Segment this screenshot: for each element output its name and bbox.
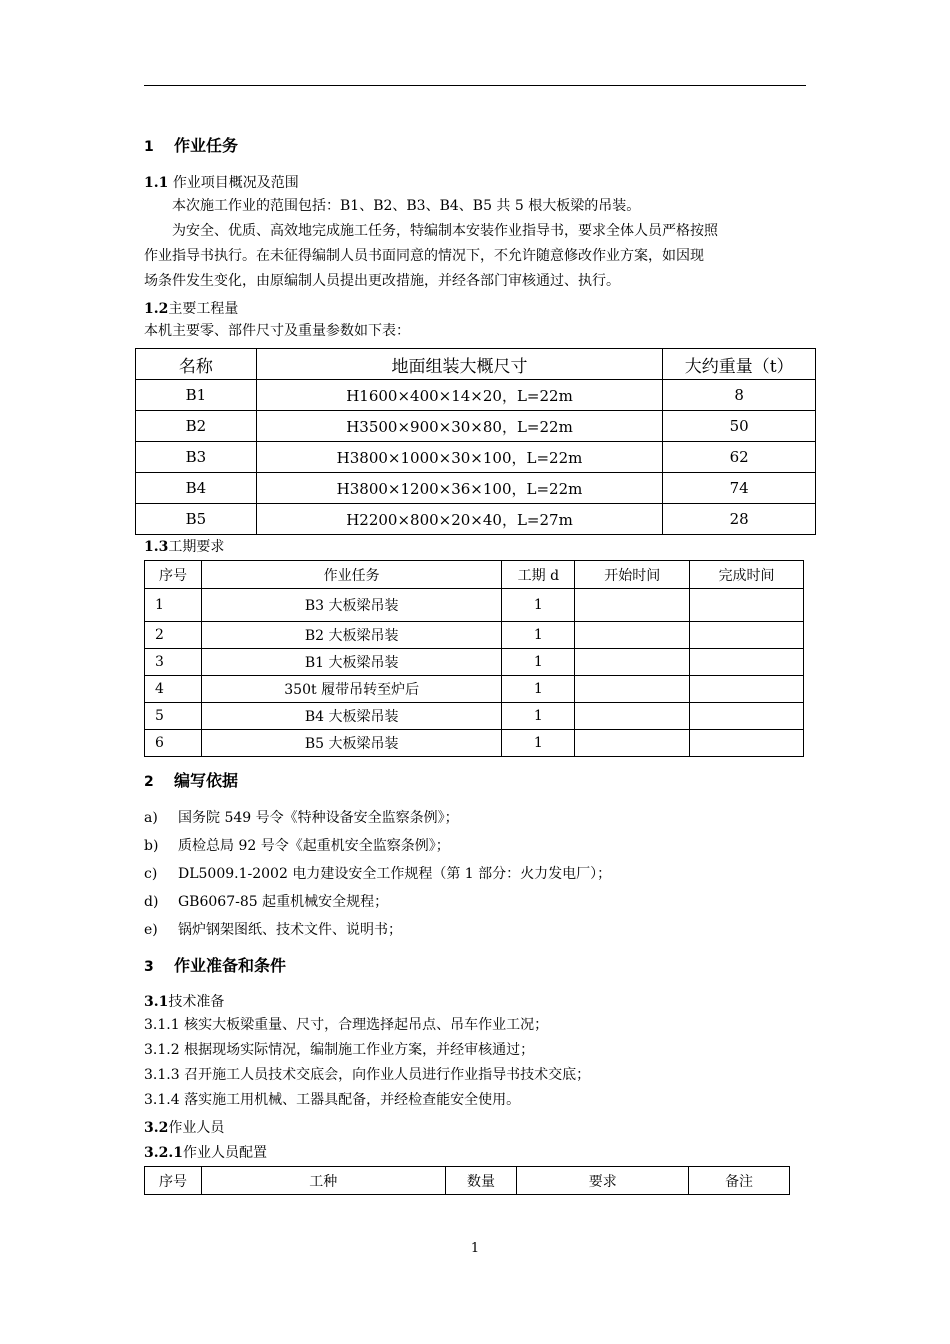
cell-duration: 1 [502, 589, 575, 622]
cell-index: 1 [145, 589, 202, 622]
section-title: 编写依据 [174, 771, 239, 790]
cell-task: B2 大板梁吊装 [201, 622, 502, 649]
subsection-title: 作业项目概况及范围 [172, 175, 299, 191]
subsection-number: 1.2 [144, 301, 169, 317]
header-cell: 作业任务 [201, 561, 502, 589]
cell-start [575, 676, 690, 703]
subsection-number: 1.3 [144, 539, 169, 555]
cell-weight: 8 [663, 380, 816, 411]
header-cell: 地面组装大概尺寸 [256, 349, 662, 380]
header-cell: 数量 [445, 1167, 517, 1195]
cell-index: 6 [145, 730, 202, 757]
cell-duration: 1 [502, 703, 575, 730]
cell-size: H2200×800×20×40，L=27m [256, 504, 662, 535]
reference-item [144, 863, 611, 883]
item-text: GB6067-85 起重机械安全规程； [178, 894, 389, 910]
header-cell: 备注 [689, 1167, 790, 1195]
table-row [136, 504, 816, 535]
cell-weight: 62 [663, 442, 816, 473]
subsection-number: 3.2.1 [144, 1145, 183, 1161]
cell-start [575, 730, 690, 757]
cell-end [690, 730, 804, 757]
item-key: b) [144, 838, 159, 854]
page-number: 1 [470, 1241, 480, 1256]
cell-size: H3500×900×30×80，L=22m [256, 411, 662, 442]
subsection-number: 1.1 [144, 175, 169, 191]
cell-end [690, 622, 804, 649]
reference-item [144, 835, 450, 855]
cell-end [690, 649, 804, 676]
table-row [136, 473, 816, 504]
header-cell: 工期 d [502, 561, 575, 589]
tech-item: 3.1.2 根据现场实际情况，编制施工作业方案，并经审核通过； [144, 1042, 535, 1058]
subsection-3-2-heading [144, 1117, 224, 1137]
table-row [136, 442, 816, 473]
table-header-row [145, 1167, 790, 1195]
cell-weight: 50 [663, 411, 816, 442]
section-number: 1 [144, 139, 154, 155]
cell-start [575, 703, 690, 730]
cell-name: B5 [136, 504, 257, 535]
cell-end [690, 676, 804, 703]
subsection-title: 作业人员 [168, 1120, 225, 1136]
subsection-title: 工期要求 [168, 539, 225, 555]
parts-table [135, 348, 816, 535]
staffing-table [144, 1166, 790, 1195]
section-title: 作业任务 [174, 136, 239, 155]
subsection-3-2-1-heading [144, 1142, 267, 1162]
cell-name: B2 [136, 411, 257, 442]
subsection-number: 3.2 [144, 1120, 169, 1136]
item-key: c) [144, 866, 158, 882]
header-cell: 要求 [517, 1167, 689, 1195]
table-row [145, 649, 804, 676]
subsection-1-2-heading [144, 298, 238, 318]
cell-end [690, 589, 804, 622]
header-cell: 名称 [136, 349, 257, 380]
table-header-row [136, 349, 816, 380]
cell-weight: 28 [663, 504, 816, 535]
cell-duration: 1 [502, 676, 575, 703]
subsection-1-1-heading [144, 172, 299, 192]
subsection-title: 作业人员配置 [182, 1145, 267, 1161]
cell-duration: 1 [502, 730, 575, 757]
cell-size: H3800×1000×30×100，L=22m [256, 442, 662, 473]
tech-item: 3.1.4 落实施工用机械、工器具配备，并经检查能安全使用。 [144, 1092, 521, 1108]
reference-item [144, 919, 402, 939]
header-cell: 完成时间 [690, 561, 804, 589]
paragraph-scope: 本次施工作业的范围包括：B1、B2、B3、B4、B5 共 5 根大板梁的吊装。 [172, 198, 641, 214]
header-cell: 序号 [145, 1167, 202, 1195]
item-text: DL5009.1-2002 电力建设安全工作规程（第 1 部分：火力发电厂）； [178, 866, 612, 882]
cell-name: B1 [136, 380, 257, 411]
table-row [145, 703, 804, 730]
table-row [145, 676, 804, 703]
table-intro: 本机主要零、部件尺寸及重量参数如下表： [144, 323, 410, 339]
table-header-row [145, 561, 804, 589]
cell-size: H3800×1200×36×100，L=22m [256, 473, 662, 504]
cell-index: 4 [145, 676, 202, 703]
cell-start [575, 649, 690, 676]
cell-index: 5 [145, 703, 202, 730]
subsection-title: 技术准备 [168, 994, 225, 1010]
schedule-table [144, 560, 804, 757]
header-cell: 大约重量（t） [663, 349, 816, 380]
table-row [145, 589, 804, 622]
item-text: 锅炉钢架图纸、技术文件、说明书； [178, 922, 402, 938]
section-1-heading [144, 133, 238, 156]
header-cell: 工种 [201, 1167, 445, 1195]
item-key: e) [144, 922, 158, 938]
subsection-1-3-heading [144, 536, 224, 556]
reference-item [144, 807, 459, 827]
cell-index: 3 [145, 649, 202, 676]
section-number: 3 [144, 959, 154, 975]
subsection-3-1-heading [144, 991, 224, 1011]
section-number: 2 [144, 774, 154, 790]
section-title: 作业准备和条件 [174, 956, 287, 975]
header-cell: 序号 [145, 561, 202, 589]
item-text: 质检总局 92 号令《起重机安全监察条例》； [178, 838, 450, 854]
paragraph-line: 场条件发生变化，由原编制人员提出更改措施，并经各部门审核通过、执行。 [144, 273, 620, 289]
subsection-number: 3.1 [144, 994, 169, 1010]
table-row [145, 622, 804, 649]
item-text: 国务院 549 号令《特种设备安全监察条例》； [178, 810, 459, 826]
paragraph-line: 为安全、优质、高效地完成施工任务，特编制本安装作业指导书，要求全体人员严格按照 [172, 223, 718, 239]
cell-task: B1 大板梁吊装 [201, 649, 502, 676]
cell-duration: 1 [502, 622, 575, 649]
cell-weight: 74 [663, 473, 816, 504]
table-row [136, 380, 816, 411]
section-2-heading [144, 768, 238, 791]
cell-task: 350t 履带吊转至炉后 [201, 676, 502, 703]
cell-task: B5 大板梁吊装 [201, 730, 502, 757]
header-cell: 开始时间 [575, 561, 690, 589]
cell-name: B3 [136, 442, 257, 473]
cell-name: B4 [136, 473, 257, 504]
cell-end [690, 703, 804, 730]
cell-size: H1600×400×14×20，L=22m [256, 380, 662, 411]
item-key: a) [144, 810, 158, 826]
tech-item: 3.1.3 召开施工人员技术交底会，向作业人员进行作业指导书技术交底； [144, 1067, 591, 1083]
reference-item [144, 891, 388, 911]
tech-item: 3.1.1 核实大板梁重量、尺寸，合理选择起吊点、吊车作业工况； [144, 1017, 549, 1033]
cell-index: 2 [145, 622, 202, 649]
cell-start [575, 589, 690, 622]
cell-task: B3 大板梁吊装 [201, 589, 502, 622]
cell-task: B4 大板梁吊装 [201, 703, 502, 730]
subsection-title: 主要工程量 [168, 301, 239, 317]
table-row [136, 411, 816, 442]
item-key: d) [144, 894, 159, 910]
cell-duration: 1 [502, 649, 575, 676]
section-3-heading [144, 953, 286, 976]
paragraph-line: 作业指导书执行。在未征得编制人员书面同意的情况下，不允许随意修改作业方案，如因现 [144, 248, 704, 264]
table-row [145, 730, 804, 757]
cell-start [575, 622, 690, 649]
header-rule [144, 85, 806, 86]
